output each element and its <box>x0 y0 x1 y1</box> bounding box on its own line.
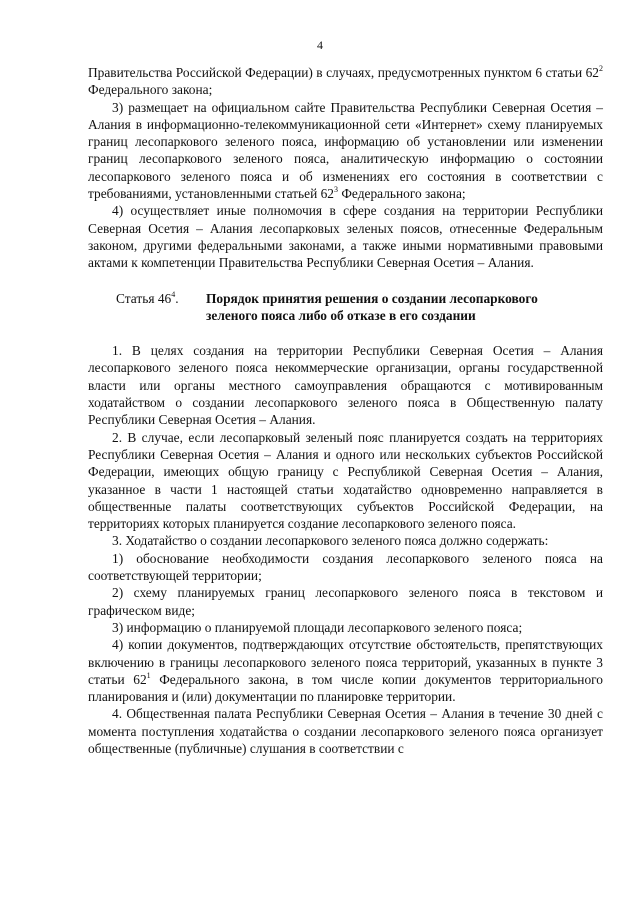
paragraph-2: 2. В случае, если лесопарковый зеленый пояс планируется создать на территориях Республики Северная Осетия – Алания и одного или нескольких субъектов Российской Федерации, имеющих общую границу с Республикой Северная Осетия – Алания, указанное в части 1 настоящей статьи ходатайство одновременно направляется в общественные палаты соответствующих субъектов Российской Федерации, на территориях которых планируется создание лесопаркового зеленого пояса. <box>88 429 603 532</box>
paragraph-1: 1. В целях создания на территории Республики Северная Осетия – Алания лесопаркового зеленого пояса некоммерческие организации, органы государственной власти или органы местного самоуправления обращаются с мотивированным ходатайством о создании лесопаркового зеленого пояса в Общественную палату Республики Северная Осетия – Алания. <box>88 343 603 428</box>
paragraph-intro: Правительства Российской Федерации) в случаях, предусмотренных пунктом 6 статьи $62^2$ Федерального закона; <box>88 64 603 98</box>
article-label: Статья $46^4$. <box>116 289 179 306</box>
paragraph-3-4: 4) копии документов, подтверждающих отсутствие обстоятельств, препятствующих включению в границы лесопаркового зеленого пояса территорий, указанных в пункте 3 статьи $62^1$ Федерального закона, в том числе копии документов территориального планирования и (или) документации по планировке территории. <box>88 637 603 705</box>
paragraph-3: 3. Ходатайство о создании лесопаркового зеленого пояса должно содержать: <box>112 533 549 549</box>
footnote-sup: 3 <box>334 185 338 195</box>
footnote-sup: 1 <box>146 670 151 680</box>
page-number: 4 <box>317 38 323 52</box>
paragraph-item-4: 4) осуществляет иные полномочия в сфере создания на территории Республики Северная Осетия – Алания лесопарковых зеленых поясов, отнесенные Федеральным законом, другими федеральными законами, а также иными нормативными правовыми актами к компетенции Правительства Республики Северная Осетия – Алания. <box>88 203 603 271</box>
paragraph-item-3: 3) размещает на официальном сайте Правительства Республики Северная Осетия – Алания в информационно-телекоммуникационной сети «Интернет» схему планируемых границ лесопаркового зеленого пояса, информацию об установлении или изменении границ лесопаркового зеленого пояса, аналитическую информацию о состоянии лесопаркового зеленого пояса и об изменениях его состояния в соответствии с требованиями, установленными статьей $62^3$ Федерального закона; <box>88 99 603 202</box>
document-body <box>88 64 603 757</box>
paragraph-3-1: 1) обоснование необходимости создания лесопаркового зеленого пояса на соответствующей территории; <box>88 550 603 584</box>
footnote-sup: 2 <box>599 64 603 73</box>
paragraph-4: 4. Общественная палата Республики Северная Осетия – Алания в течение 30 дней с момента поступления ходатайства о создании лесопаркового зеленого пояса организует общественные (публичные) слушания в соответствии с <box>88 706 603 756</box>
article-heading <box>88 290 603 325</box>
paragraph-3-3: 3) информацию о планируемой площади лесопаркового зеленого пояса; <box>112 619 523 635</box>
article-title: Порядок принятия решения о создании лесопаркового зеленого пояса либо об отказе в его создании <box>206 290 538 323</box>
paragraph-3-2: 2) схему планируемых границ лесопаркового зеленого пояса в текстовом и графическом виде; <box>88 585 603 618</box>
